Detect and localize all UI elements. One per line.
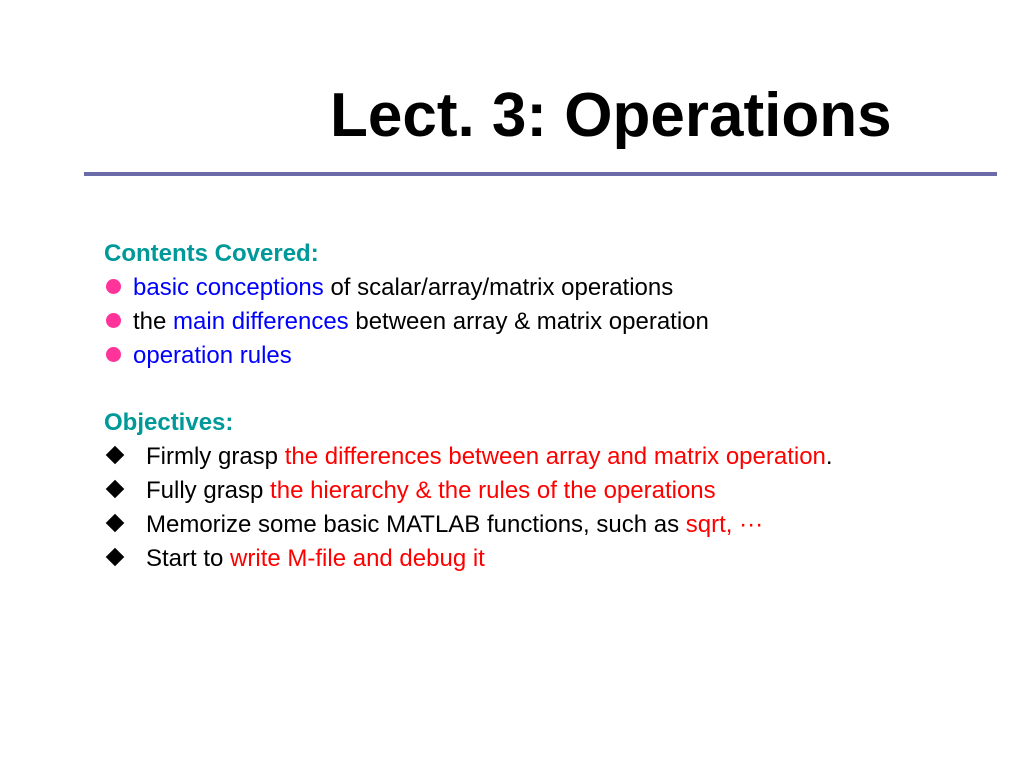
contents-item-highlight: operation rules: [133, 342, 292, 369]
objectives-item-highlight: the differences between array and matrix operation: [284, 443, 826, 470]
objectives-item-text: Start to: [146, 545, 231, 572]
bullet-diamond-icon: [106, 480, 125, 499]
contents-item-text: of scalar/array/matrix operations: [323, 274, 674, 301]
objectives-item-text: Firmly grasp: [146, 443, 285, 470]
contents-item-highlight: basic conceptions: [133, 274, 324, 301]
objectives-item: [104, 508, 1004, 542]
objectives-item-highlight: sqrt,: [685, 511, 733, 538]
objectives-item-highlight: the hierarchy & the rules of the operations: [270, 477, 716, 504]
bullet-circle-icon: [106, 347, 121, 362]
contents-item: [104, 339, 1004, 373]
bullet-circle-icon: [106, 313, 121, 328]
objectives-item-text: Memorize some basic MATLAB functions, such as: [146, 511, 686, 538]
objectives-item-text: .: [825, 443, 833, 470]
bullet-diamond-icon: [106, 514, 125, 533]
contents-item-highlight: main differences: [173, 308, 349, 335]
contents-item: [104, 305, 1004, 339]
bullet-diamond-icon: [106, 548, 125, 567]
objectives-heading: Objectives:: [104, 409, 234, 436]
contents-item-text: the: [133, 308, 174, 335]
bullet-diamond-icon: [106, 446, 125, 465]
title-divider: [84, 172, 997, 176]
objectives-item: [104, 474, 1004, 508]
contents-heading: Contents Covered:: [104, 240, 319, 267]
objectives-item-text: Fully grasp: [146, 477, 271, 504]
objectives-item: [104, 542, 1004, 576]
contents-item-text: between array & matrix operation: [348, 308, 709, 335]
slide-title: Lect. 3: Operations: [330, 81, 892, 150]
objectives-item: [104, 440, 1004, 474]
contents-item: [104, 271, 1004, 305]
objectives-item-highlight: write M-file and debug it: [230, 545, 485, 572]
objectives-section: [104, 406, 1004, 576]
bullet-circle-icon: [106, 279, 121, 294]
objectives-item-ellipsis: ···: [732, 511, 764, 538]
contents-section: [104, 237, 1004, 373]
